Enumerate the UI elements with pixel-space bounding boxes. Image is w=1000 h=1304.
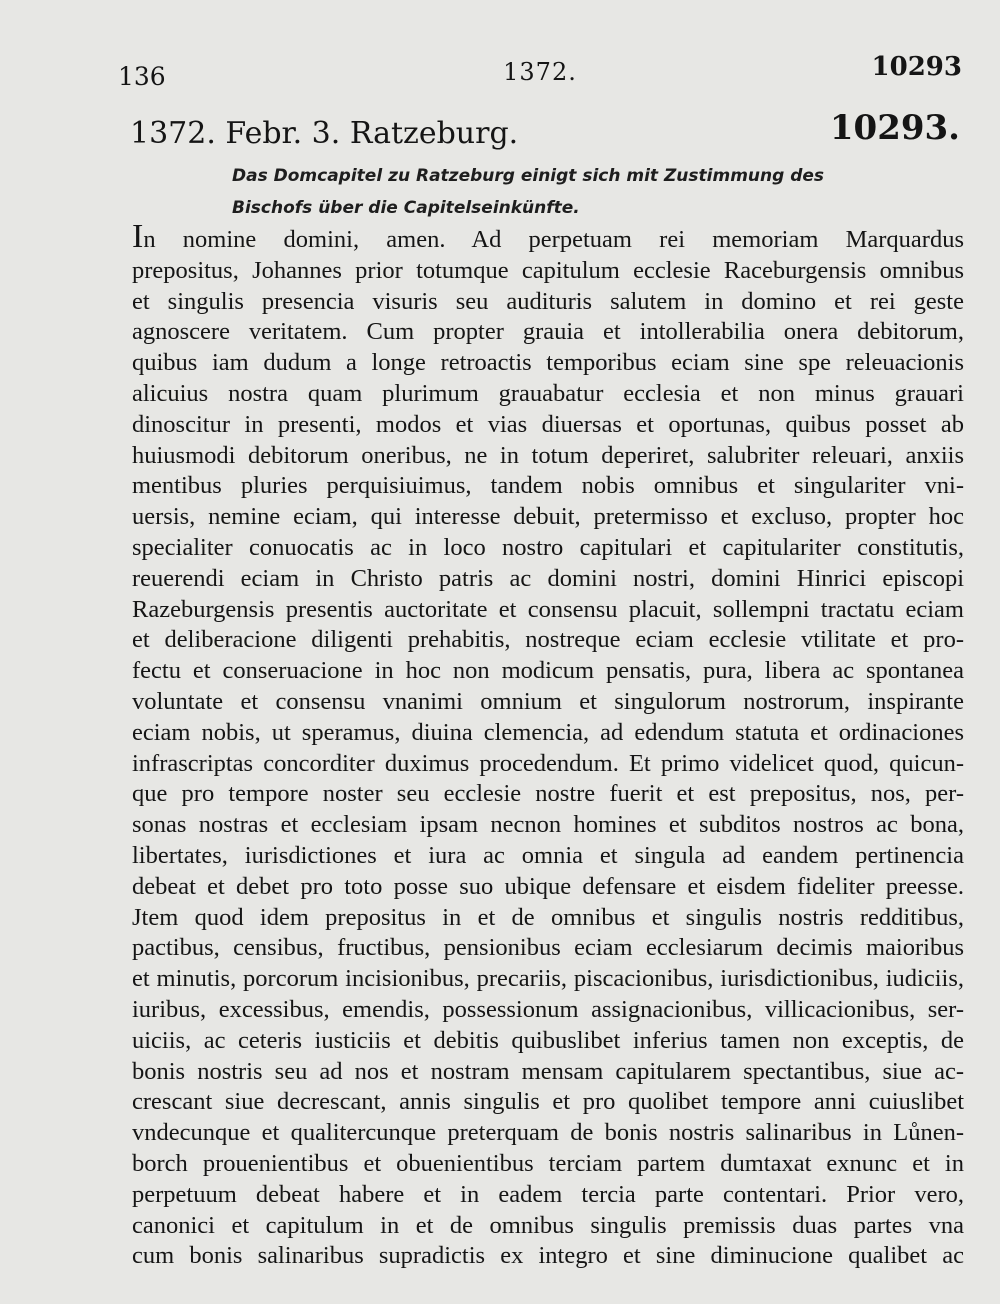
body-line: huiusmodi debitorum oneribus, ne in totum deperiret, salubriter releuari, anxiis: [132, 441, 964, 469]
body-line: perpetuum debeat habere et in eadem tercia parte contentari. Prior vero,: [132, 1180, 964, 1208]
body-line: agnoscere veritatem. Cum propter grauia et intollerabilia onera debitorum,: [132, 318, 964, 346]
regest-line: Das Domcapitel zu Ratzeburg einigt sich mit Zustimmung des: [232, 166, 825, 186]
running-year: 1372.: [503, 58, 577, 86]
date-place: 1372. Febr. 3. Ratzeburg.: [130, 116, 519, 151]
body-line: [132, 218, 964, 256]
body-line: bonis nostris seu ad nos et nostram mensam capitularem spectantibus, siue ac-: [132, 1057, 964, 1085]
body-line: prepositus, Johannes prior totumque capitulum ecclesie Raceburgensis omnibus: [132, 256, 964, 284]
body-line: sonas nostras et ecclesiam ipsam necnon homines et subditos nostros ac bona,: [132, 811, 964, 839]
body-line: debeat et debet pro toto posse suo ubique defensare et eisdem fideliter preesse.: [132, 872, 964, 900]
body-line: vndecunque et qualitercunque preterquam de bonis nostris salinaribus in Lůnen-: [132, 1119, 964, 1147]
body-line: crescant siue decrescant, annis singulis et pro quolibet tempore anni cuiuslibet: [132, 1088, 964, 1116]
body-line: que pro tempore noster seu ecclesie nostre fuerit et est prepositus, nos, per-: [132, 780, 964, 808]
body-line: specialiter conuocatis ac in loco nostro capitulari et capitulariter constitutis,: [132, 533, 964, 561]
body-line: fectu et conseruacione in hoc non modicum pensatis, pura, libera ac spontanea: [132, 657, 964, 685]
body-line: quibus iam dudum a longe retroactis temporibus eciam sine spe releuacionis: [132, 349, 964, 377]
body-line: libertates, iurisdictiones et iura ac omnia et singula ad eandem pertinencia: [132, 841, 964, 869]
page-number: 136: [118, 62, 166, 91]
body-line: voluntate et consensu vnanimi omnium et singulorum nostrorum, inspirante: [132, 687, 964, 715]
body-line: borch prouenientibus et obuenientibus terciam partem dumtaxat exnunc et in: [132, 1149, 964, 1177]
body-line: infrascriptas concorditer duximus procedendum. Et primo videlicet quod, quicun-: [132, 749, 964, 777]
body-line: uiciis, ac ceteris iusticiis et debitis quibuslibet inferius tamen non exceptis, de: [132, 1026, 964, 1054]
body-line-text: n nomine domini, amen. Ad perpetuam rei memoriam Marquardus: [143, 226, 964, 253]
body-line: et singulis presencia visuris seu audituris salutem in domino et rei geste: [132, 287, 964, 315]
body-line: iuribus, excessibus, emendis, possessionum assignacionibus, villicacionibus, ser-: [132, 995, 964, 1023]
running-doc-number: 10293: [871, 52, 962, 82]
regest-summary: [232, 160, 958, 224]
regest-line: Bischofs über die Capitelseinkünfte.: [232, 198, 580, 218]
body-line: eciam nobis, ut speramus, diuina clemencia, ad edendum statuta et ordinaciones: [132, 718, 964, 746]
body-line: et minutis, porcorum incisionibus, precariis, piscacionibus, iurisdictionibus, iudiciis,: [132, 965, 964, 993]
body-line: Razeburgensis presentis auctoritate et consensu placuit, sollempni tractatu eciam: [132, 595, 964, 623]
body-line: Jtem quod idem prepositus in et de omnibus et singulis nostris redditibus,: [132, 903, 964, 931]
document-heading: [130, 108, 960, 156]
body-line: et deliberacione diligenti prehabitis, nostreque eciam ecclesie vtilitate et pro-: [132, 626, 964, 654]
body-line: canonici et capitulum in et de omnibus singulis premissis duas partes vna: [132, 1211, 964, 1239]
body-line: uersis, nemine eciam, qui interesse debuit, pretermisso et excluso, propter hoc: [132, 503, 964, 531]
body-line: cum bonis salinaribus supradictis ex integro et sine diminucione qualibet ac: [132, 1242, 964, 1270]
body-line: dinoscitur in presenti, modos et vias diuersas et oportunas, quibus posset ab: [132, 410, 964, 438]
body-line: alicuius nostra quam plurimum grauabatur ecclesia et non minus grauari: [132, 379, 964, 407]
body-line: mentibus pluries perquisiuimus, tandem nobis omnibus et singulariter vni-: [132, 472, 964, 500]
body-line: reuerendi eciam in Christo patris ac domini nostri, domini Hinrici episcopi: [132, 564, 964, 592]
document-number: 10293.: [829, 108, 960, 148]
initial-letter: I: [132, 218, 144, 255]
running-head: [118, 52, 962, 92]
body-line: pactibus, censibus, fructibus, pensionibus eciam ecclesiarum decimis maioribus: [132, 934, 964, 962]
charter-text: [132, 218, 964, 1272]
